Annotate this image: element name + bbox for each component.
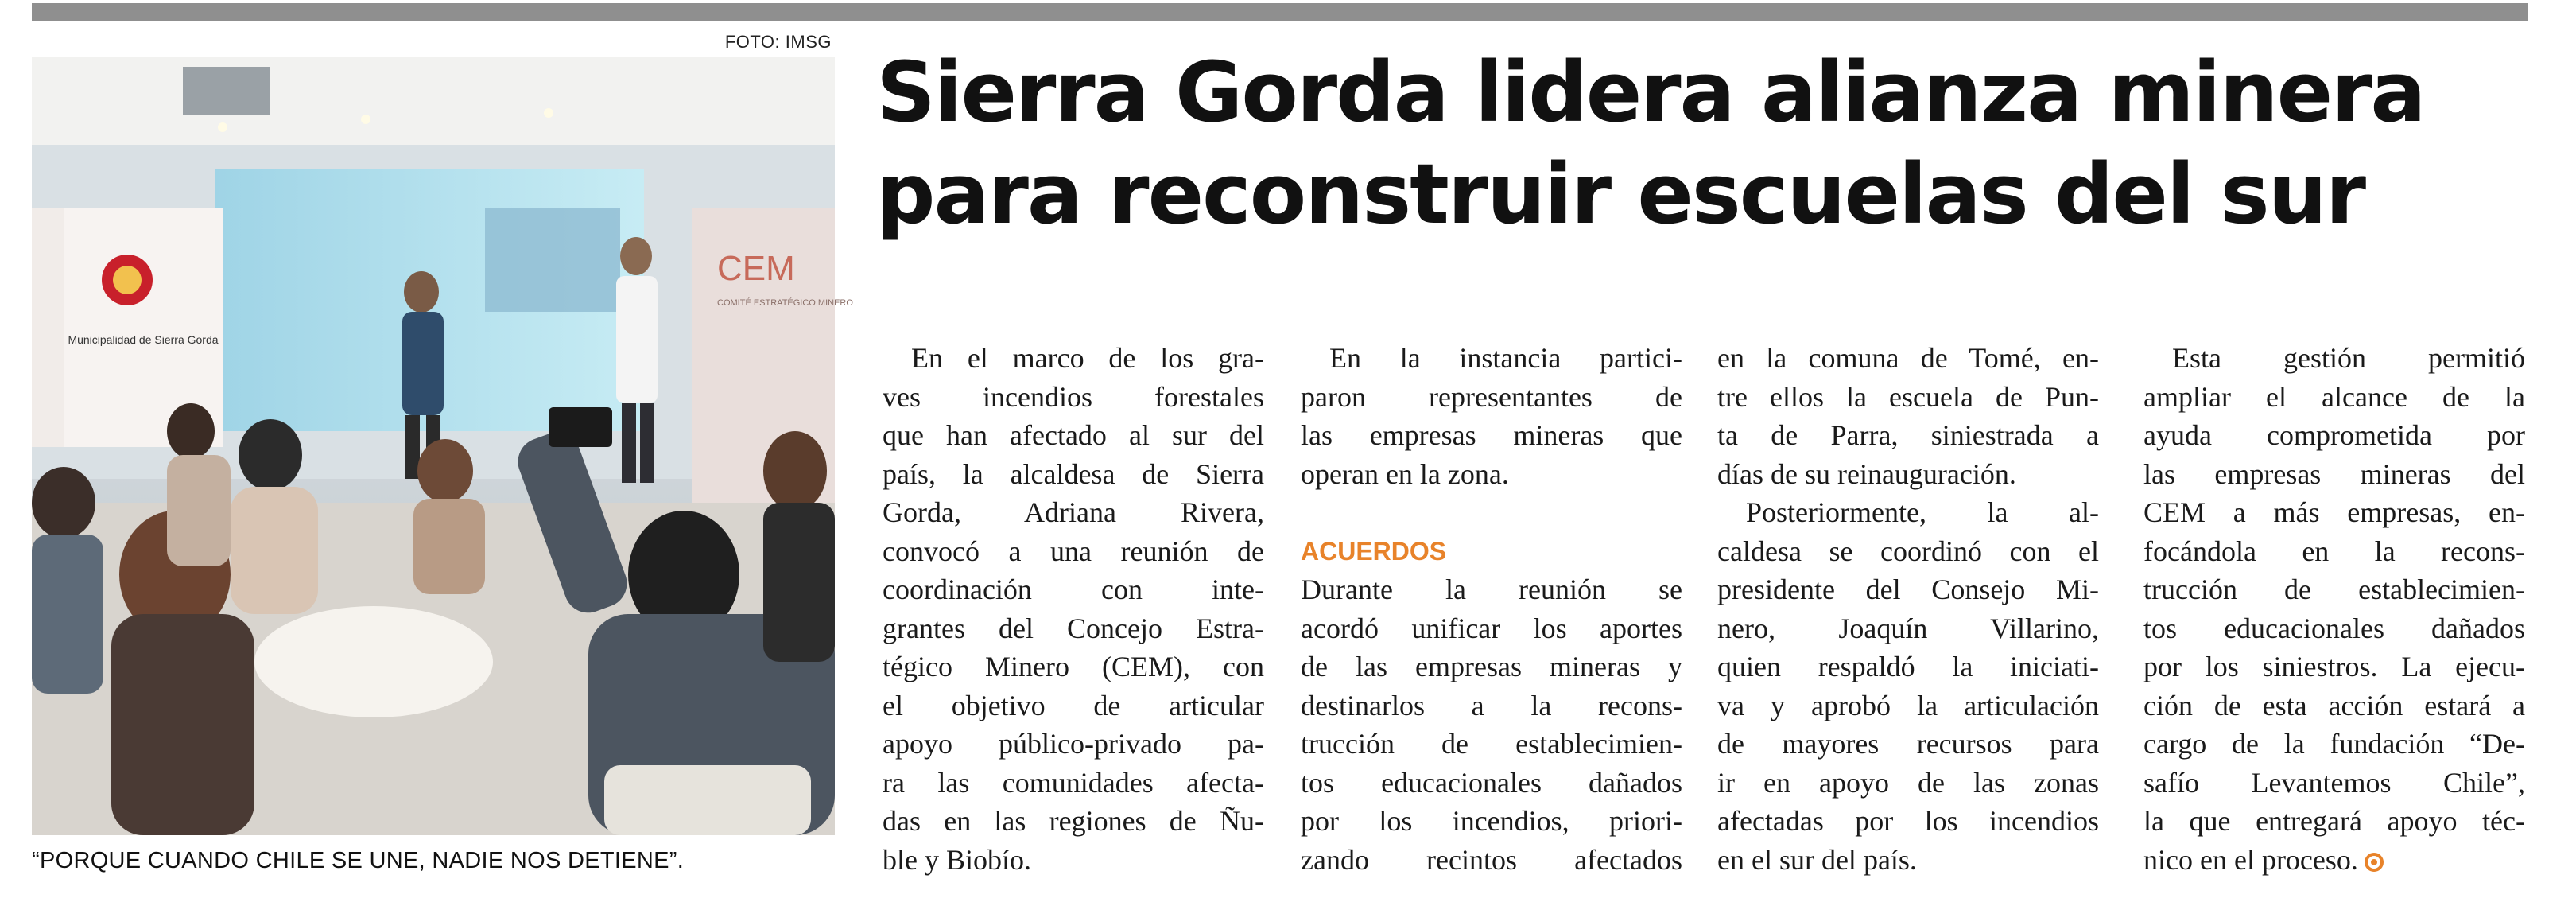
text-line: Gorda, Adriana Rivera, — [883, 496, 1264, 528]
text-line: nico en el proceso. — [2143, 843, 2358, 876]
text-line: paron representantes de — [1301, 380, 1682, 413]
text-line: operan en la zona. — [1301, 457, 1509, 490]
text-line: país, la alcaldesa de Sierra — [883, 457, 1264, 490]
text-line: das en las regiones de Ñu- — [883, 805, 1264, 837]
text-line: ir en apoyo de las zonas — [1717, 766, 2099, 799]
text-line: ves incendios forestales — [883, 380, 1264, 413]
text-line: zando recintos afectados — [1301, 843, 1682, 876]
article-column-3 — [1717, 339, 2099, 879]
text-line: que han afectado al sur del — [883, 419, 1264, 451]
text-line: En el marco de los gra- — [911, 342, 1264, 374]
text-line: cargo de la fundación “De- — [2143, 728, 2525, 760]
subhead-acuerdos: ACUERDOS — [1301, 536, 1447, 566]
text-line: ampliar el alcance de la — [2143, 380, 2525, 413]
text-line: la que entregará apoyo téc- — [2143, 805, 2525, 837]
text-line: safío Levantemos Chile”, — [2143, 766, 2525, 799]
text-line: grantes del Concejo Estra- — [883, 612, 1264, 644]
text-line: las empresas mineras del — [2143, 457, 2525, 490]
text-line: de mayores recursos para — [1717, 728, 2099, 760]
article-column-1 — [883, 339, 1264, 879]
text-line: de las empresas mineras y — [1301, 651, 1682, 682]
phone-in-photo — [549, 407, 612, 447]
text-line: Esta gestión permitió — [2172, 342, 2525, 374]
text-line: presidente del Consejo Mi- — [1717, 574, 2099, 605]
text-line: tre ellos la escuela de Pun- — [1717, 380, 2099, 413]
text-line: tégico Minero (CEM), con — [883, 651, 1264, 682]
text-line: caldesa se coordinó con el — [1717, 535, 2099, 567]
text-line: ción de esta acción estará a — [2143, 689, 2525, 721]
text-line: en la comuna de Tomé, en- — [1717, 342, 2099, 374]
text-line: tos educacionales dañados — [2143, 612, 2525, 644]
text-line: afectadas por los incendios — [1717, 805, 2099, 837]
banner-left-text: Municipalidad de Sierra Gorda — [68, 333, 219, 346]
text-line: días de su reinauguración. — [1717, 457, 2016, 490]
article-column-2 — [1301, 339, 1682, 879]
text-line: ta de Parra, siniestrada a — [1717, 419, 2099, 451]
text-line: por los siniestros. La ejecu- — [2143, 651, 2525, 682]
text-line: convocó a una reunión de — [883, 535, 1264, 567]
text-line: En la instancia partici- — [1329, 342, 1682, 374]
text-line: Posteriormente, la al- — [1746, 496, 2099, 528]
text-line: focándola en la recons- — [2143, 535, 2525, 567]
text-line: ra las comunidades afecta- — [883, 766, 1264, 799]
text-line: acordó unificar los aportes — [1301, 612, 1682, 644]
cem-banner-subtext: COMITÉ ESTRATÉGICO MINERO — [717, 298, 853, 308]
text-line: ayuda comprometida por — [2143, 419, 2525, 451]
text-line: va y aprobó la articulación — [1717, 689, 2099, 721]
text-line: el objetivo de articular — [883, 689, 1264, 721]
text-line: trucción de establecimien- — [1301, 728, 1682, 760]
text-line: coordinación con inte- — [883, 574, 1264, 605]
cem-logo-text: CEM — [717, 249, 795, 288]
text-line — [1301, 493, 1682, 532]
text-line: destinarlos a la recons- — [1301, 689, 1682, 721]
meeting-photo-illustration — [32, 57, 853, 835]
article-end-mark-icon — [2365, 853, 2384, 872]
article-photo — [32, 57, 853, 835]
headline-line-1: Sierra Gorda lidera alianza minera — [876, 44, 2425, 141]
headline — [876, 41, 2538, 245]
text-line: las empresas mineras que — [1301, 419, 1682, 451]
projector — [183, 67, 270, 115]
text-line-final — [2143, 841, 2525, 880]
text-line: en el sur del país. — [1717, 843, 1917, 876]
text-line: ble y Biobío. — [883, 843, 1031, 876]
text-line: quien respaldó la iniciati- — [1717, 651, 2099, 682]
photo-caption: “PORQUE CUANDO CHILE SE UNE, NADIE NOS DETIENE”. — [32, 848, 685, 873]
text-line: nero, Joaquín Villarino, — [1717, 612, 2099, 644]
text-line: CEM a más empresas, en- — [2143, 496, 2525, 528]
text-line: apoyo público-privado pa- — [883, 728, 1264, 760]
article-column-4 — [2143, 339, 2525, 879]
text-line: tos educacionales dañados — [1301, 766, 1682, 799]
headline-line-2: para reconstruir escuelas del sur — [876, 146, 2365, 243]
text-line: Durante la reunión se — [1301, 574, 1682, 605]
text-line: por los incendios, priori- — [1301, 805, 1682, 837]
top-rule — [32, 3, 2528, 21]
text-line: trucción de establecimien- — [2143, 574, 2525, 605]
photo-credit: FOTO: IMSG — [724, 32, 832, 52]
